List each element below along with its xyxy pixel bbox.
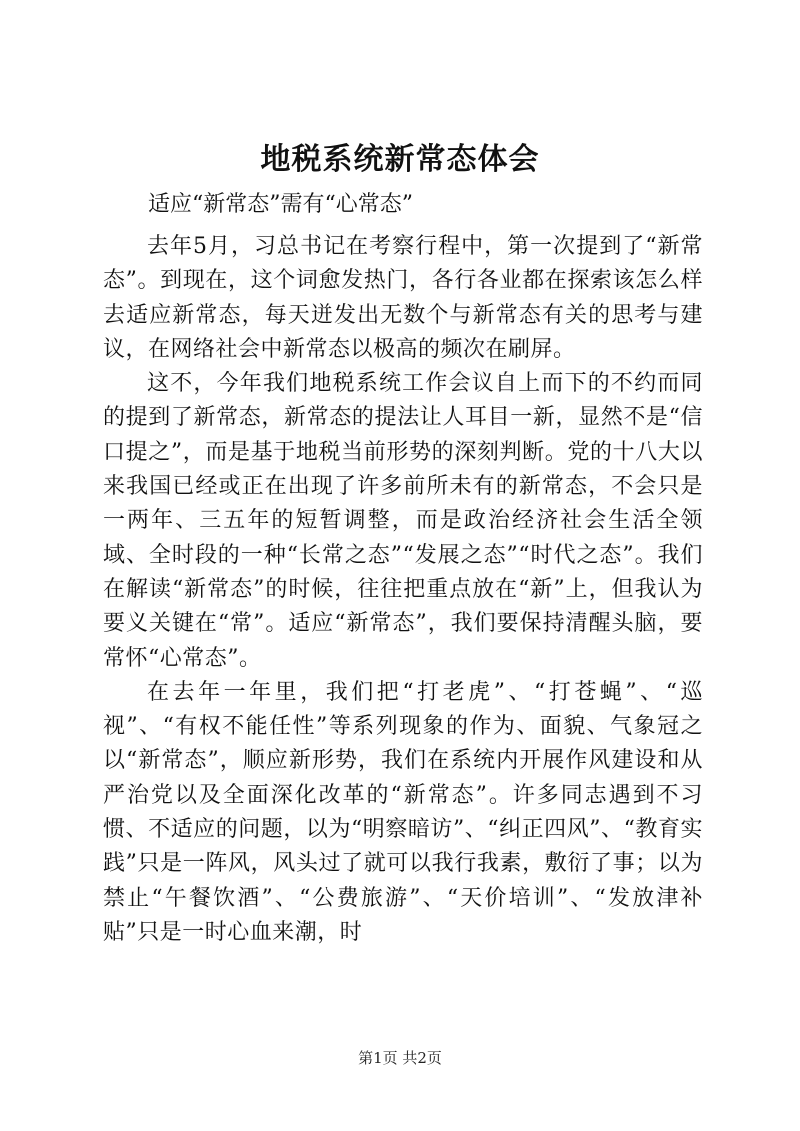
page-footer: 第1页 共2页 [358,1049,442,1067]
paragraph-2: 这不，今年我们地税系统工作会议自上而下的不约而同的提到了新常态，新常态的提法让人耳目一新，显然不是“信口提之”，而是基于地税当前形势的深刻判断。党的十八大以来我国已经或正在出现了许多前所未有的新常态，不会只是一两年、三五年的短暂调整，而是政治经济社会生活全领域、全时段的一种“长常之态”“发展之态”“时代之态”。我们在解读“新常态”的时候，往往把重点放在“新”上，但我认为要义关键在“常”。适应“新常态”，我们要保持清醒头脑，要常怀“心常态”。 [103,371,703,671]
document-title: 地税系统新常态体会 [260,142,540,177]
document-body [103,230,703,950]
document-subtitle: 适应“新常态”需有“心常态” [148,192,413,217]
paragraph-1: 去年5月，习总书记在考察行程中，第一次提到了“新常态”。到现在，这个词愈发热门，各行各业都在探索该怎么样去适应新常态，每天迸发出无数个与新常态有关的思考与建议，在网络社会中新常态以极高的频次在刷屏。 [103,234,703,362]
paragraph-3: 在去年一年里，我们把“打老虎”、“打苍蝇”、“巡视”、“有权不能任性”等系列现象的作为、面貌、气象冠之以“新常态”，顺应新形势，我们在系统内开展作风建设和从严治党以及全面深化改革的“新常态”。许多同志遇到不习惯、不适应的问题，以为“明察暗访”、“纠正四风”、“教育实践”只是一阵风，风头过了就可以我行我素，敷衍了事；以为禁止“午餐饮酒”、“公费旅游”、“天价培训”、“发放津补贴”只是一时心血来潮，时 [103,679,703,945]
